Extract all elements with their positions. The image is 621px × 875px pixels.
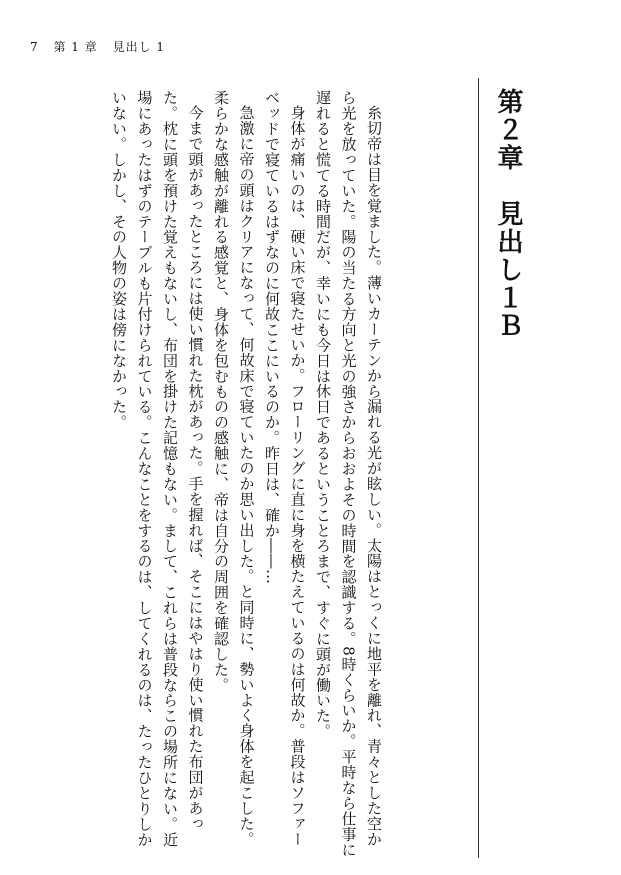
body-text	[80, 90, 386, 860]
running-head	[30, 38, 175, 55]
paragraph: 急激に帝の頭はクリアになって、何故床で寝ていたのか思い出した。と同時に、勢いよく身体を起こした。柔らかな感触が離れる感覚と、身体を包むものの感触に、帝は自分の周囲を確認した。	[212, 90, 256, 847]
page-number: 7	[30, 40, 39, 54]
running-head-chapter: 第 1 章	[53, 40, 98, 54]
paragraph: 今まで頭があったところには使い慣れた枕があった。手を握れば、そこにはやはり使い慣れた布団があった。枕に頭を預けた覚えもないし、布団を掛けた記憶もない。まして、これらは普段ならこの場所にない。近場にあったはずのテーブルも片付けられている。こんなことをするのは、してくれるのは、たったひとりしかいない。しかし、その人物の姿は傍になかった。	[110, 90, 205, 848]
chapter-title: 第２章 見出し１Ｂ	[493, 88, 523, 340]
paragraph: 身体が痛いのは、硬い床で寝たせいか。フローリングに直に身を横たえているのは何故か。普段はソファーベッドで寝ているはずなのに何故ここにいるのか。昨日は、確か――…	[263, 90, 307, 847]
chapter-divider-rule	[478, 78, 479, 858]
paragraph: 糸切帝は目を覚ました。薄いカーテンから漏れる光が眩しい。太陽はとっくに地平を離れ、青々とした空から光を放っていた。陽の当たる方向と光の強さからおおよその時間を認識する。8時くらいか。平時なら仕事に遅れると慌てる時間だが、幸いにも今日は休日であるということろまで、すぐに頭が働いた。	[314, 90, 383, 858]
running-head-heading: 見出し 1	[112, 40, 166, 54]
